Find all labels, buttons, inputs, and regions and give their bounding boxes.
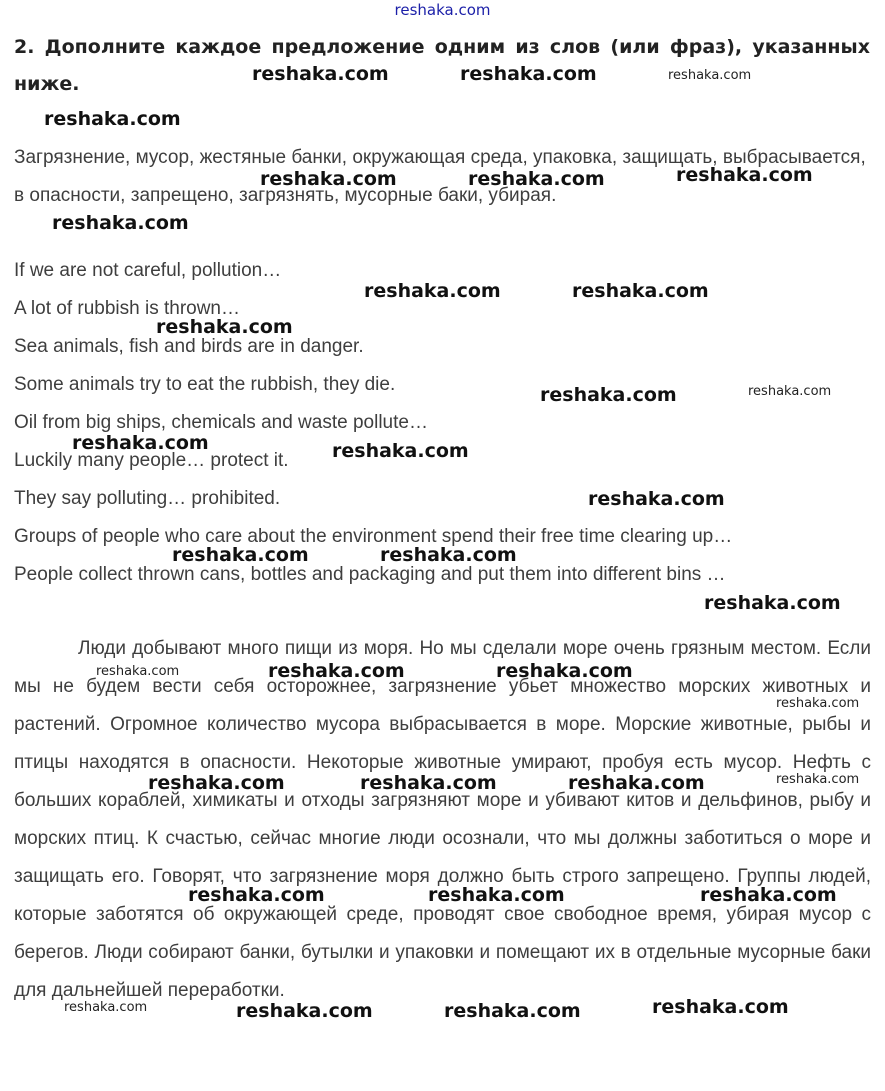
exercise-title: 2. Дополните каждое предложение одним из слов (или фраз), указанных ниже. <box>14 36 870 95</box>
watermark: reshaka.com <box>52 212 189 234</box>
watermark: reshaka.com <box>236 1000 373 1022</box>
watermark: reshaka.com <box>380 544 517 566</box>
watermark: reshaka.com <box>568 772 705 794</box>
watermark: reshaka.com <box>72 432 209 454</box>
watermark: reshaka.com <box>572 280 709 302</box>
watermark: reshaka.com <box>468 168 605 190</box>
sentence-item: A lot of rubbish is thrown… <box>14 298 240 319</box>
watermark: reshaka.com <box>444 1000 581 1022</box>
sentence-item: If we are not careful, pollution… <box>14 260 282 281</box>
watermark: reshaka.com <box>172 544 309 566</box>
watermark: reshaka.com <box>588 488 725 510</box>
watermark: reshaka.com <box>332 440 469 462</box>
watermark: reshaka.com <box>460 63 597 85</box>
sentence-item: Oil from big ships, chemicals and waste pollute… <box>14 412 428 433</box>
watermark: reshaka.com <box>96 664 180 679</box>
sentence-item: People collect thrown cans, bottles and packaging and put them into different bins … <box>14 564 726 585</box>
watermark: reshaka.com <box>268 660 405 682</box>
watermark: reshaka.com <box>496 660 633 682</box>
watermark: reshaka.com <box>156 316 293 338</box>
sentence-item: Sea animals, fish and birds are in danger. <box>14 336 364 357</box>
watermark: reshaka.com <box>64 1000 148 1015</box>
watermark: reshaka.com <box>776 772 860 787</box>
watermark: reshaka.com <box>704 592 841 614</box>
watermark: reshaka.com <box>252 63 389 85</box>
watermark: reshaka.com <box>540 384 677 406</box>
watermark: reshaka.com <box>652 996 789 1018</box>
russian-translation: Люди добывают много пищи из моря. Но мы сделали море очень грязным местом. Если мы не будем вести себя осторожнее, загрязнение убьет множество морских животных и растений. Огромное количество мусора выбрасывается в море. Морские животные, рыбы и птицы находятся в опасности. Некоторые животные умирают, пробуя есть мусор. Нефть с больших кораблей, химикаты и отходы загрязняют море и убивают китов и дельфинов, рыбу и морских птиц. К счастью, сейчас многие люди осознали, что мы должны заботиться о море и защищать его. Говорят, что загрязнение моря должно быть строго запрещено. Группы людей, которые заботятся об окружающей среде, проводят свое свободное время, убирая мусор с берегов. Люди собирают банки, бутылки и упаковки и помещают их в отдельные мусорные баки для дальнейшей переработки. <box>14 638 871 1001</box>
sentence-item: Some animals try to eat the rubbish, they die. <box>14 374 396 395</box>
watermark: reshaka.com <box>776 696 860 711</box>
word-bank: Загрязнение, мусор, жестяные банки, окружающая среда, упаковка, защищать, выбрасывается, в опасности, запрещено, загрязнять, мусорные баки, убирая. <box>14 147 866 206</box>
watermark: reshaka.com <box>668 68 752 83</box>
watermark: reshaka.com <box>148 772 285 794</box>
watermark: reshaka.com <box>428 884 565 906</box>
watermark: reshaka.com <box>44 108 181 130</box>
watermark: reshaka.com <box>260 168 397 190</box>
sentence-item: They say polluting… prohibited. <box>14 488 281 509</box>
sentence-list <box>14 252 874 594</box>
watermark: reshaka.com <box>748 384 832 399</box>
watermark: reshaka.com <box>364 280 501 302</box>
watermark: reshaka.com <box>188 884 325 906</box>
sentence-item: Groups of people who care about the environment spend their free time clearing up… <box>14 526 733 547</box>
watermark: reshaka.com <box>676 164 813 186</box>
site-header-watermark: reshaka.com <box>394 1 491 19</box>
watermark: reshaka.com <box>700 884 837 906</box>
sentence-item: Luckily many people… protect it. <box>14 450 289 471</box>
watermark: reshaka.com <box>360 772 497 794</box>
